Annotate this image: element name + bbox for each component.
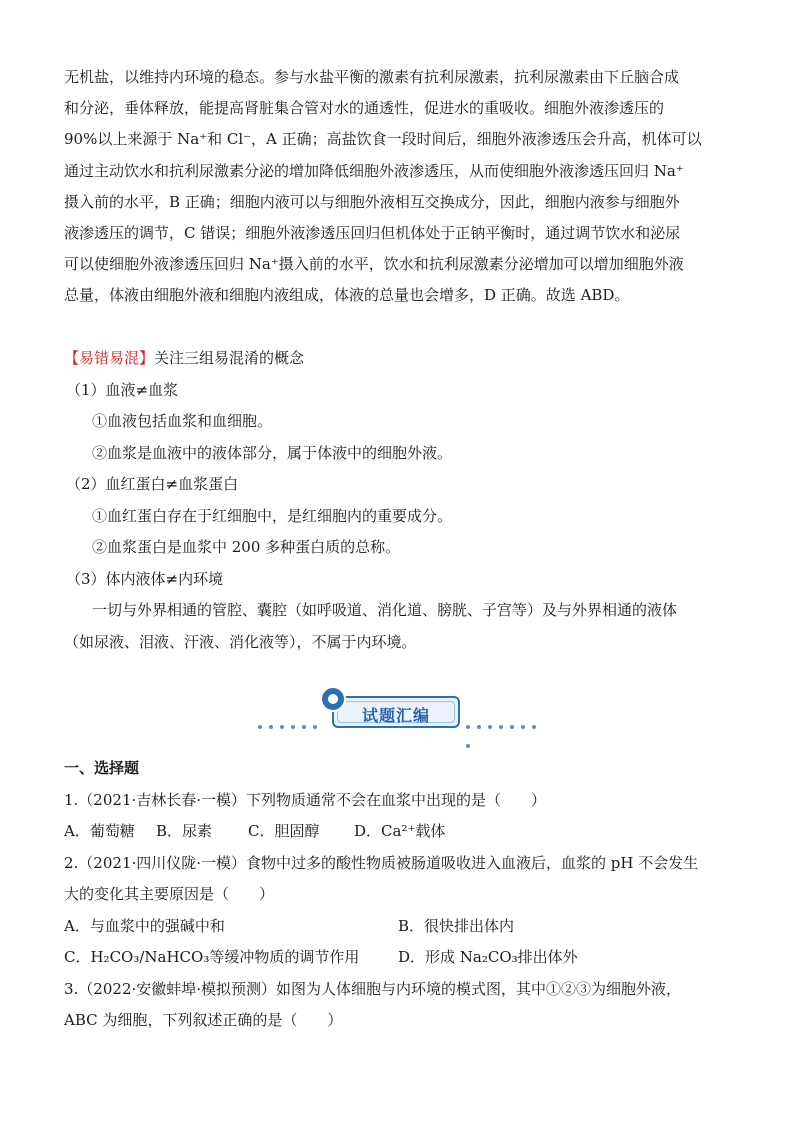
paragraph-line: 通过主动饮水和抗利尿激素分泌的增加降低细胞外液渗透压，从而使细胞外液渗透压回归 Na⁺ [64,161,684,180]
paragraph-line: 无机盐，以维持内环境的稳态。参与水盐平衡的激素有抗利尿激素，抗利尿激素由下丘脑合成 [64,68,680,86]
note-item: （3）体内液体≠内环境 [66,569,224,588]
banner-dots-left [258,716,324,722]
banner-dots-right [466,716,550,722]
question-1-option-b: B．尿素 [156,822,213,840]
question-3-stem-cont: ABC 为细胞，下列叙述正确的是（ ） [64,1011,343,1029]
paragraph-line: 90%以上来源于 Na⁺和 Cl⁻，A 正确；高盐饮食一段时间后，细胞外液渗透压会升高，机体可以 [64,130,702,149]
note-item: （1）血液≠血浆 [66,380,179,399]
question-2-options-row2 [64,942,744,974]
paragraph-line: 和分泌，垂体释放，能提高肾脏集合管对水的通透性，促进水的重吸收。细胞外液渗透压的 [64,99,665,118]
note-item: ①血红蛋白存在于红细胞中，是红细胞内的重要成分。 [92,506,453,525]
question-2-option-c: C．H₂CO₃/NaHCO₃等缓冲物质的调节作用 [64,948,360,966]
note-tag: 【易错易混】 [64,349,155,367]
note-heading: 关注三组易混淆的概念 [154,349,305,367]
question-2-option-a: A．与血浆中的强碱中和 [64,916,225,935]
question-1-stem: 1.（2021·吉林长春·一模）下列物质通常不会在血浆中出现的是（ ） [64,790,547,809]
question-2-option-d: D．形成 Na₂CO₃排出体外 [398,948,578,966]
note-heading-row [64,343,744,375]
question-1-option-c: C．胆固醇 [248,822,320,840]
question-2-stem-cont: 大的变化其主要原因是（ ） [64,885,275,903]
section-banner [250,692,550,737]
banner-title: 试题汇编 [361,706,430,725]
answer-explanation-paragraph [64,62,734,312]
question-1-option-a: A．葡萄糖 [64,822,135,840]
note-item: （2）血红蛋白≠血浆蛋白 [66,475,239,493]
question-2-options-row1 [64,911,744,943]
paragraph-line: 液渗透压的调节，C 错误；细胞外液渗透压回归但机体处于正钠平衡时，通过调节饮水和泌尿 [64,224,681,243]
banner-box [332,696,460,728]
question-1-option-d: D．Ca²⁺载体 [354,822,446,840]
note-item: 一切与外界相通的管腔、囊腔（如呼吸道、消化道、膀胱、子宫等）及与外界相通的液体 [92,601,678,619]
note-item: ②血浆蛋白是血浆中 200 多种蛋白质的总称。 [92,538,401,556]
paragraph-line: 总量，体液由细胞外液和细胞内液组成，体液的总量也会增多，D 正确。故选 ABD。 [64,286,630,305]
paragraph-line: 可以使细胞外液渗透压回归 Na⁺摄入前的水平，饮水和抗利尿激素分泌增加可以增加细胞外液 [64,255,684,274]
paragraph-line: 摄入前的水平，B 正确；细胞内液可以与细胞外液相互交换成分，因此，细胞内液参与细胞外 [64,192,680,211]
question-3-stem: 3.（2022·安徽蚌埠·模拟预测）如图为人体细胞与内环境的模式图，其中①②③为细胞外液， [64,979,682,998]
confusion-note [64,343,744,658]
question-2-stem: 2.（2021·四川仪陇·一模）食物中过多的酸性物质被肠道吸收进入血液后，血浆的 pH 不会发生 [64,853,699,872]
eye-icon [320,686,346,712]
questions-section [64,753,744,1037]
question-2-option-b: B．很快排出体内 [398,916,515,935]
note-item: ①血液包括血浆和血细胞。 [92,412,273,430]
question-1-options [64,816,744,848]
note-item: ②血浆是血液中的液体部分，属于体液中的细胞外液。 [92,443,453,462]
section-title: 一、选择题 [64,759,140,777]
note-item: （如尿液、泪液、汗液、消化液等），不属于内环境。 [64,632,417,651]
